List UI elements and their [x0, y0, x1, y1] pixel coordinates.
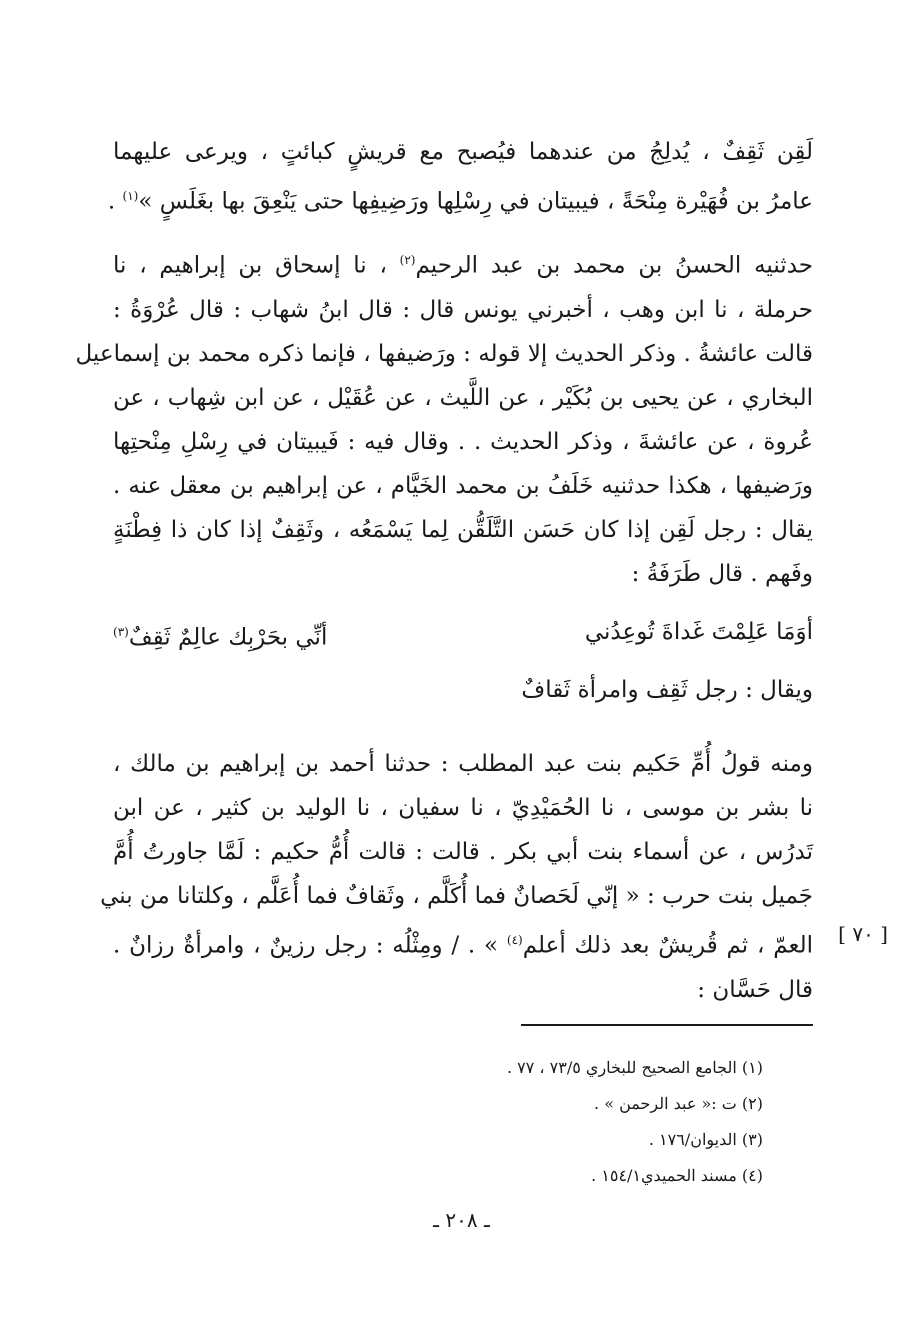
text-line: قال حَسَّان :	[697, 976, 813, 1003]
text-line: ورَضيفها ، هكذا حدثنيه خَلَفُ بن محمد الخَيَّام ، عن إبراهيم بن معقل عنه .	[113, 472, 813, 499]
text-line: ويقال : رجل ثَقِف وامرأة ثَقافٌ	[521, 677, 813, 703]
margin-page-marker: [ ٧٠ ]	[838, 922, 888, 946]
text-line: وفَهم . قال طَرَفَةُ :	[631, 560, 813, 587]
footnote-item: (٤) مسند الحميدي١٥٤/١ .	[591, 1166, 763, 1185]
poetry-verse	[113, 612, 813, 658]
text-line: ومنه قولُ أُمِّ حَكيم بنت عبد المطلب : حدثنا أحمد بن إبراهيم بن مالك ،	[113, 751, 813, 777]
text-line: حرملة ، نا ابن وهب ، أخبرني يونس قال : قال ابنُ شهاب : قال عُرْوَةُ :	[113, 296, 813, 323]
paragraph-4	[100, 742, 813, 1012]
text-line	[107, 174, 813, 224]
footnote-item: (٣) الديوان/١٧٦ .	[648, 1130, 763, 1149]
text-line: جَميل بنت حرب : « إنّي لَحَصانٌ فما أُكَلَّم ، وثَقافٌ فما أُعَلَّم ، وكلتانا من بني	[100, 883, 813, 909]
text-line	[113, 238, 813, 288]
text-line: لَقِن ثَقِفٌ ، يُدلِجُ من عندهما فيُصبح مع قريشٍ كبائتٍ ، ويرعى عليهما	[113, 139, 813, 165]
page-number: ـ ٢٠٨ ـ	[433, 1208, 490, 1232]
footnote-ref: (١)	[122, 189, 139, 203]
text-segment: عامرُ بن فُهَيْرة مِنْحَةً ، فيبيتان في رِسْلِها ورَضِيفِها حتى يَنْعِقَ بها بغَلَسٍ »	[138, 188, 813, 215]
footnote-ref: (٤)	[506, 933, 523, 947]
text-line: عُروة ، عن عائشةَ ، وذكر الحديث . . وقال فيه : فَيبيتان في رِسْلِ مِنْحتِها	[113, 428, 813, 455]
footnote-item: (١) الجامع الصحيح للبخاري ٧٣/٥ ، ٧٧ .	[506, 1058, 763, 1077]
paragraph-3	[113, 668, 813, 712]
text-line: نا بشر بن موسى ، نا الحُمَيْدِيّ ، نا سفيان ، نا الوليد بن كثير ، عن ابن	[113, 795, 813, 821]
text-line: تَدرُس ، عن أسماء بنت أبي بكر . قالت : قالت أُمُّ حكيم : لَمَّا جاورتُ أُمَّ	[113, 839, 813, 865]
footnote-item: (٢) ت :« عبد الرحمن » .	[594, 1094, 763, 1113]
paragraph-1	[107, 130, 813, 224]
text-segment: العمّ ، ثم قُريشٌ بعد ذلك أعلم	[522, 932, 813, 959]
text-segment: حدثنيه الحسنُ بن محمد بن عبد الرحيم	[415, 252, 813, 279]
paragraph-2	[75, 238, 813, 596]
text-line: قالت عائشةُ . وذكر الحديث إلا قوله : ورَضيفها ، فإنما ذكره محمد بن إسماعيل	[75, 340, 813, 367]
text-segment: » . / ومِثْلُه : رجل رزينٌ ، وامرأةٌ رزانٌ .	[113, 932, 507, 959]
footnotes	[507, 1050, 763, 1194]
footnote-divider	[521, 1024, 813, 1026]
text-segment: ، نا إسحاق بن إبراهيم ، نا	[113, 252, 400, 279]
text-segment: أنِّي بحَرْبِك عالِمٌ ثَقِفٌ	[128, 624, 328, 651]
footnote-ref: (٣)	[113, 625, 129, 639]
text-line: يقال : رجل لَقِن إذا كان حَسَن التَّلَقُّن لِما يَسْمَعُه ، وثَقِفٌ إذا كان ذا فِطْنَةٍ	[113, 516, 813, 543]
text-line: البخاري ، عن يحيى بن بُكَيْر ، عن اللَّيث ، عن عُقَيْل ، عن ابن شِهاب ، عن	[113, 384, 813, 411]
verse-first-hemistich: أوَمَا عَلِمْتَ غَداةَ تُوعِدُني	[584, 619, 813, 645]
text-line	[113, 918, 813, 968]
text-segment: .	[107, 188, 123, 215]
verse-second-hemistich	[113, 612, 327, 658]
footnote-ref: (٢)	[399, 253, 416, 267]
